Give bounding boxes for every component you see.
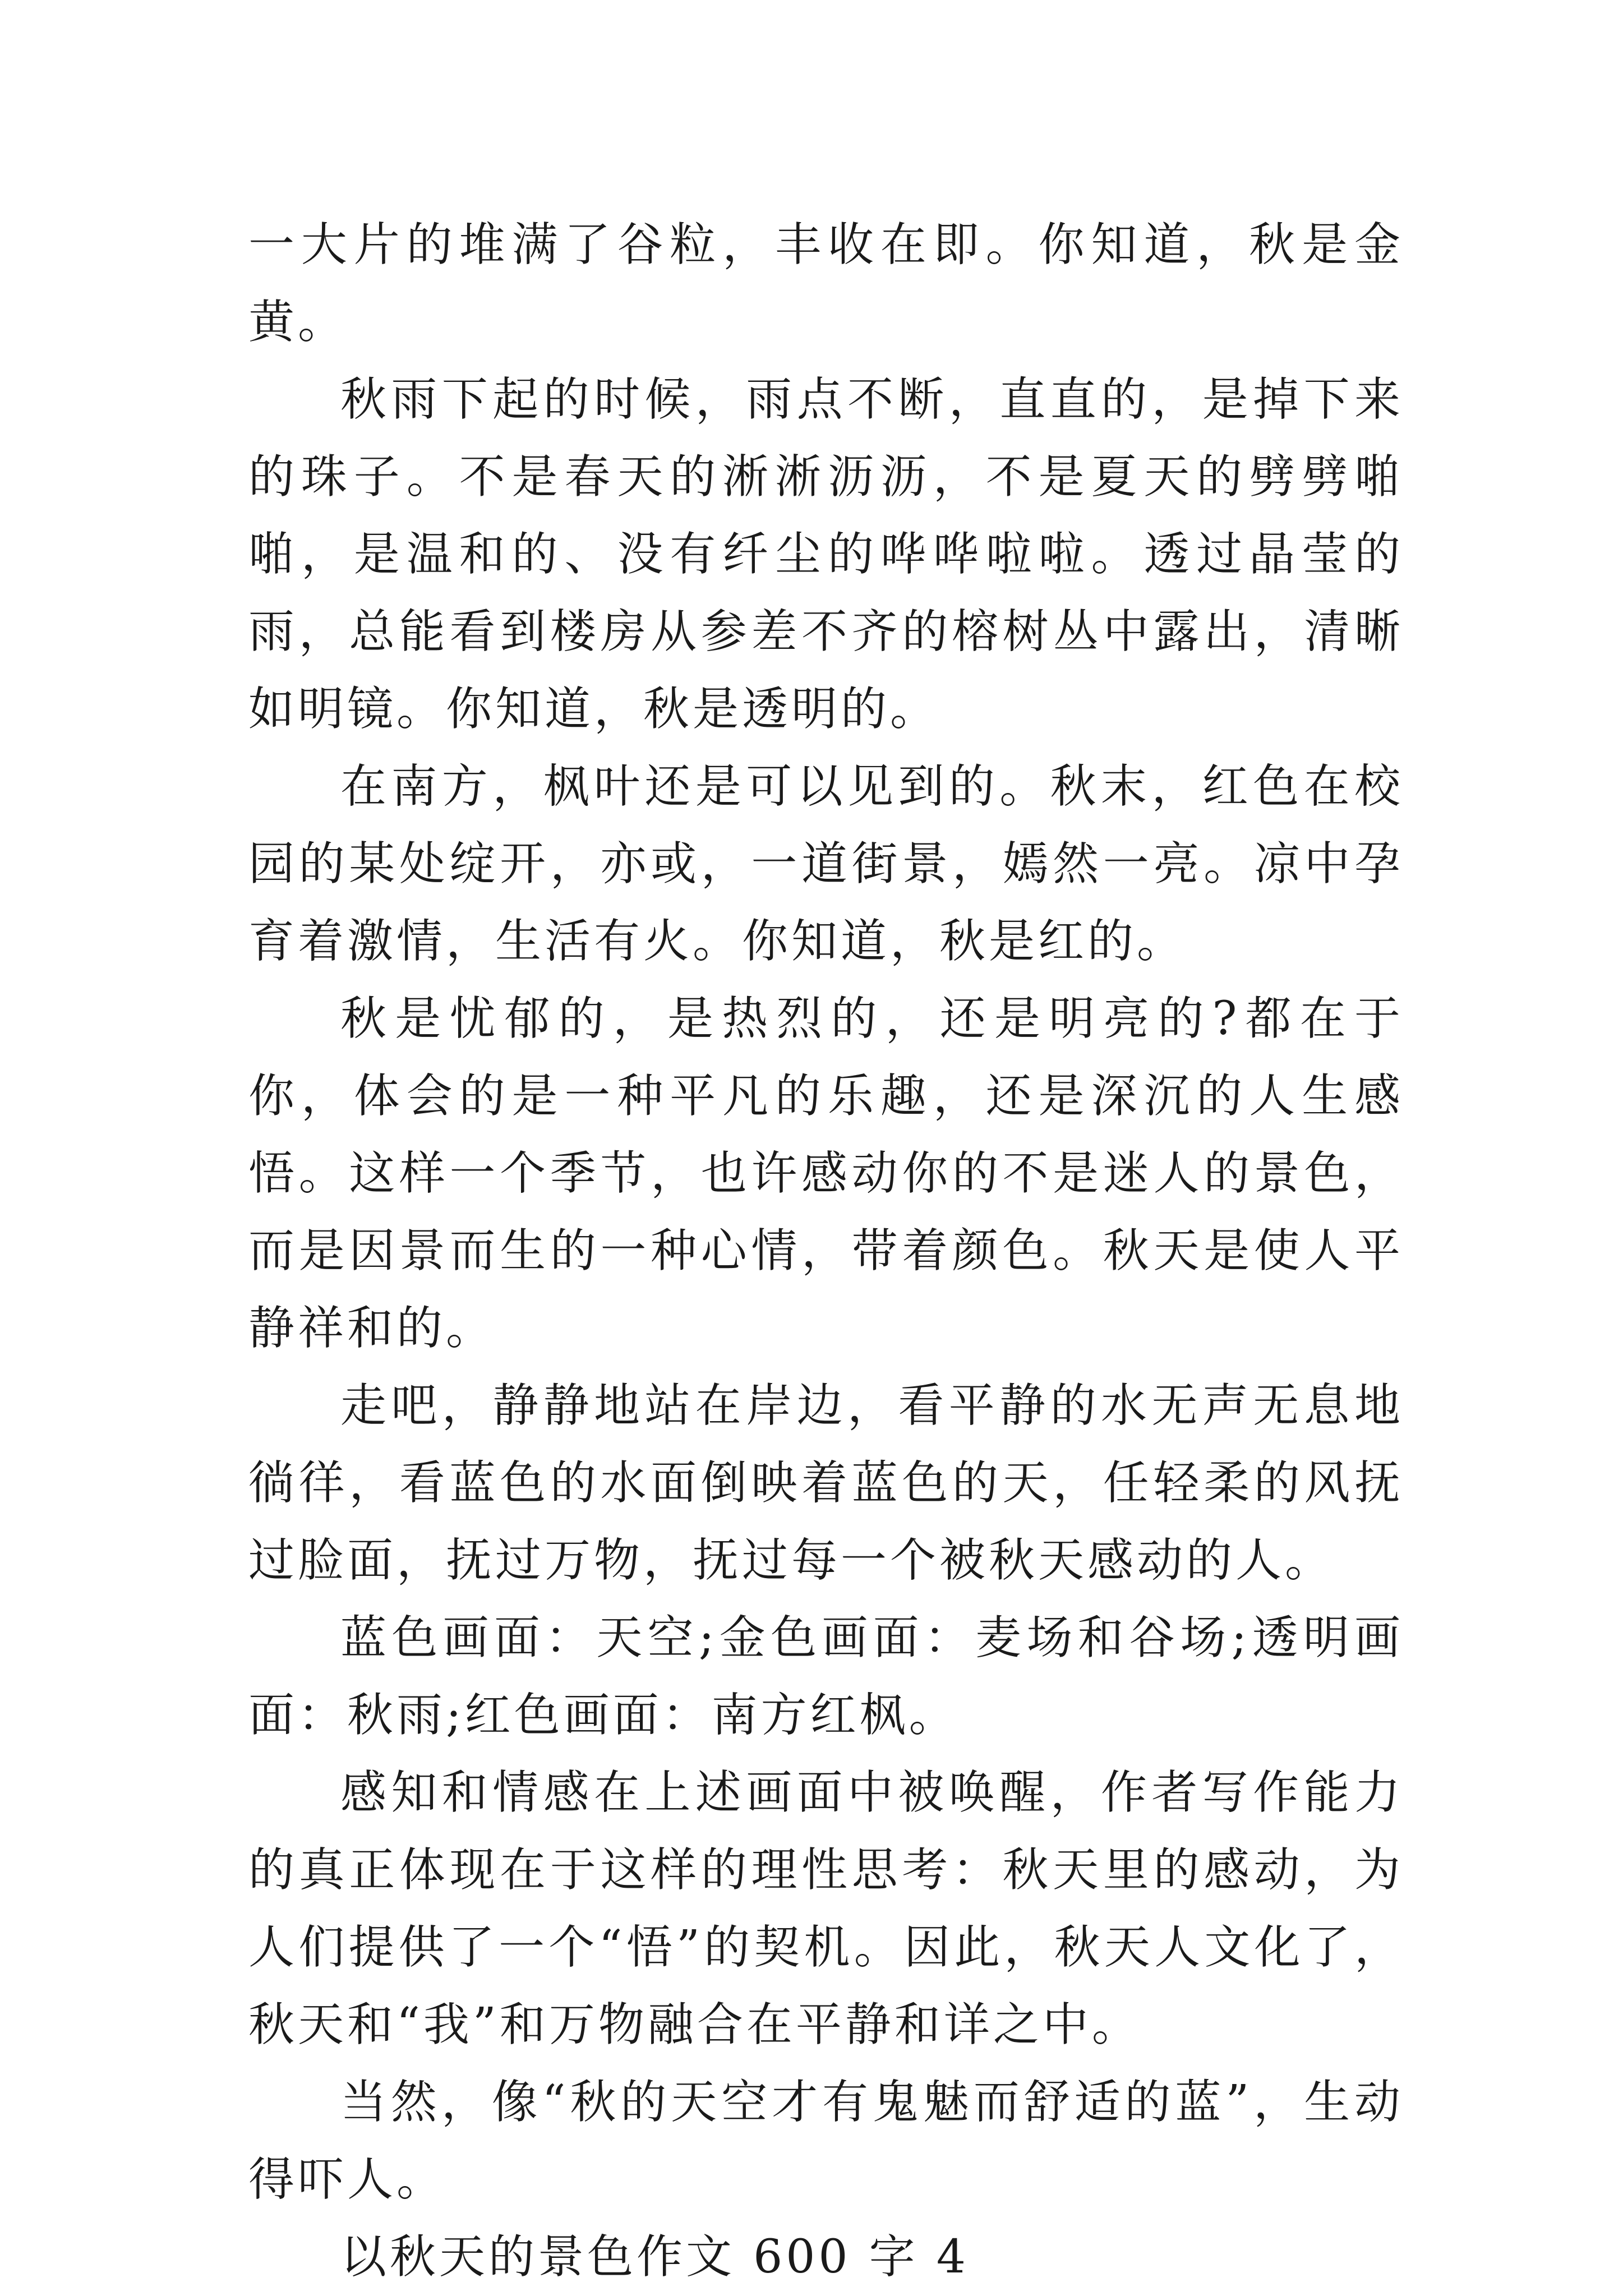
paragraph-autumn-rain: 秋雨下起的时候，雨点不断，直直的，是掉下来的珠子。不是春天的淅淅沥沥，不是夏天的劈劈啪啪，是温和的、没有纤尘的哗哗啦啦。透过晶莹的雨，总能看到楼房从参差不齐的榕树丛中露出，清晰如明镜。你知道，秋是透明的。: [248, 373, 1404, 736]
paragraph-continuation: 一大片的堆满了谷粒，丰收在即。你知道，秋是金黄。: [248, 218, 1404, 349]
paragraph-quote: 当然，像“秋的天空才有鬼魅而舒适的蓝”，生动得吓人。: [248, 2076, 1404, 2206]
section-heading: 以秋天的景色作文 600 字 4: [340, 2230, 969, 2284]
paragraph-shore: 走吧，静静地站在岸边，看平静的水无声无息地徜徉，看蓝色的水面倒映着蓝色的天，任轻柔的风抚过脸面，抚过万物，抚过每一个被秋天感动的人。: [248, 1379, 1404, 1587]
paragraph-maple-leaves: 在南方，枫叶还是可以见到的。秋末，红色在校园的某处绽开，亦或，一道街景，嫣然一亮。凉中孕育着激情，生活有火。你知道，秋是红的。: [248, 760, 1404, 968]
document-body: [248, 206, 1404, 2296]
paragraph-color-scenes: 蓝色画面：天空;金色画面：麦场和谷场;透明画面：秋雨;红色画面：南方红枫。: [248, 1611, 1404, 1742]
paragraph-commentary: 感知和情感在上述画面中被唤醒，作者写作能力的真正体现在于这样的理性思考：秋天里的感动，为人们提供了一个“悟”的契机。因此，秋天人文化了，秋天和“我”和万物融合在平静和详之中。: [248, 1766, 1404, 2051]
paragraph-autumn-mood: 秋是忧郁的，是热烈的，还是明亮的?都在于你，体会的是一种平凡的乐趣，还是深沉的人生感悟。这样一个季节，也许感动你的不是迷人的景色，而是因景而生的一种心情，带着颜色。秋天是使人平静祥和的。: [248, 992, 1404, 1355]
